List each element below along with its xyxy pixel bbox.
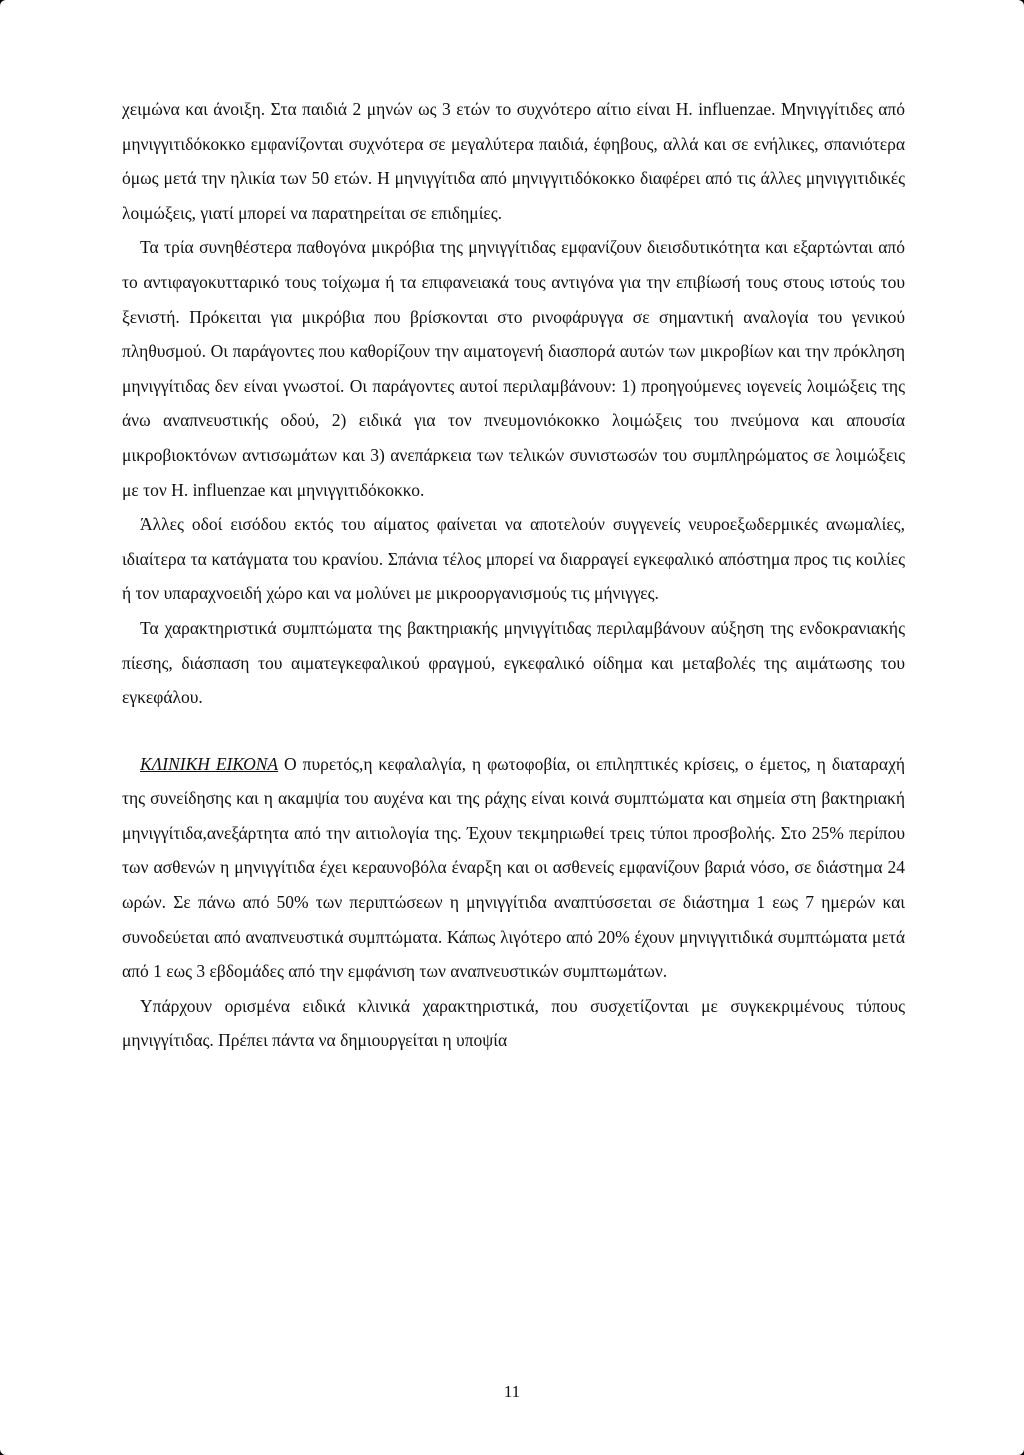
paragraph-clinical-picture [122, 747, 905, 989]
paragraph-entry-routes: Άλλες οδοί εισόδου εκτός του αίματος φαίνεται να αποτελούν συγγενείς νευροεξωδερμικές ανωμαλίες, ιδιαίτερα τα κατάγματα του κρανίου. Σπάνια τέλος μπορεί να διαρραγεί εγκεφαλικό απόστημα προς τις κοιλίες ή τον υπαραχνοειδή χώρο και να μολύνει με μικροοργανισμούς τις μήνιγγες. [122, 514, 905, 604]
paragraph-epidemiology: χειμώνα και άνοιξη. Στα παιδιά 2 μηνών ως 3 ετών το συχνότερο αίτιο είναι H. influenzae. Μηνιγγίτιδες από μηνιγγιτιδόκοκκο εμφανίζονται συχνότερα σε μεγαλύτερα παιδιά, έφηβους, αλλά και σε ενήλικες, σπανιότερα όμως μετά την ηλικία των 50 ετών. Η μηνιγγίτιδα από μηνιγγιτιδόκοκκο διαφέρει από τις άλλες μηνιγγιτιδικές λοιμώξεις, γιατί μπορεί να παρατηρείται σε επιδημίες. [122, 99, 905, 223]
paragraph-symptoms: Τα χαρακτηριστικά συμπτώματα της βακτηριακής μηνιγγίτιδας περιλαμβάνουν αύξηση της ενδοκρανιακής πίεσης, διάσπαση του αιματεγκεφαλικού φραγμού, εγκεφαλικό οίδημα και μεταβολές της αιμάτωσης του εγκεφάλου. [122, 617, 905, 708]
clinical-picture-text: Ο πυρετός,η κεφαλαλγία, η φωτοφοβία, οι επιληπτικές κρίσεις, ο έμετος, η διαταραχή της συνείδησης και η ακαμψία του αυχένα και της ράχης είναι κοινά συμπτώματα και σημεία στη βακτηριακή μηνιγγίτιδα,ανεξάρτητα από την αιτιολογία της. Έχουν τεκμηριωθεί τρεις τύποι προσβολής. Στο 25% περίπου των ασθενών η μηνιγγίτιδα έχει κεραυνοβόλα έναρξη και οι ασθενείς εμφανίζουν βαριά νόσο, σε διάστημα 24 ωρών. Σε πάνω από 50% των περιπτώσεων η μηνιγγίτιδα αναπτύσσεται σε διάστημα 1 εως 7 ημερών και συνοδεύεται από αναπνευστικά συμπτώματα. Κάπως λιγότερο από 20% έχουν μηνιγγιτιδικά συμπτώματα μετά από 1 εως 3 εβδομάδες από την εμφάνιση των αναπνευστικών συμπτωμάτων. [122, 753, 905, 982]
body-text [122, 92, 905, 1058]
page-number: 11 [503, 1382, 521, 1401]
paragraph-pathogens: Τα τρία συνηθέστερα παθογόνα μικρόβια της μηνιγγίτιδας εμφανίζουν διεισδυτικότητα και εξαρτώνται από το αντιφαγοκυτταρικό τους τοίχωμα ή τα επιφανειακά τους αντιγόνα για την επιβίωσή τους στους ιστούς του ξενιστή. Πρόκειται για μικρόβια που βρίσκονται στο ρινοφάρυγγα σε σημαντική αναλογία του γενικού πληθυσμού. Οι παράγοντες που καθορίζουν την αιματογενή διασπορά αυτών των μικροβίων και την πρόκληση μηνιγγίτιδας δεν είναι γνωστοί. Οι παράγοντες αυτοί περιλαμβάνουν: 1) προηγούμενες ιογενείς λοιμώξεις της άνω αναπνευστικής οδού, 2) ειδικά για τον πνευμονιόκοκκο λοιμώξεις του πνεύμονα και απουσία μικροβιοκτόνων αντισωμάτων και 3) ανεπάρκεια των τελικών συνιστωσών του συμπληρώματος σε λοιμώξεις με τον H. influenzae και μηνιγγιτιδόκοκκο. [122, 237, 905, 500]
paragraph-specific-features: Υπάρχουν ορισμένα ειδικά κλινικά χαρακτηριστικά, που συσχετίζονται με συγκεκριμένους τύπους μηνιγγίτιδας. Πρέπει πάντα να δημιουργείται η υποψία [122, 995, 905, 1051]
section-heading: ΚΛΙΝΙΚΗ ΕΙΚΟΝΑ [140, 753, 279, 774]
